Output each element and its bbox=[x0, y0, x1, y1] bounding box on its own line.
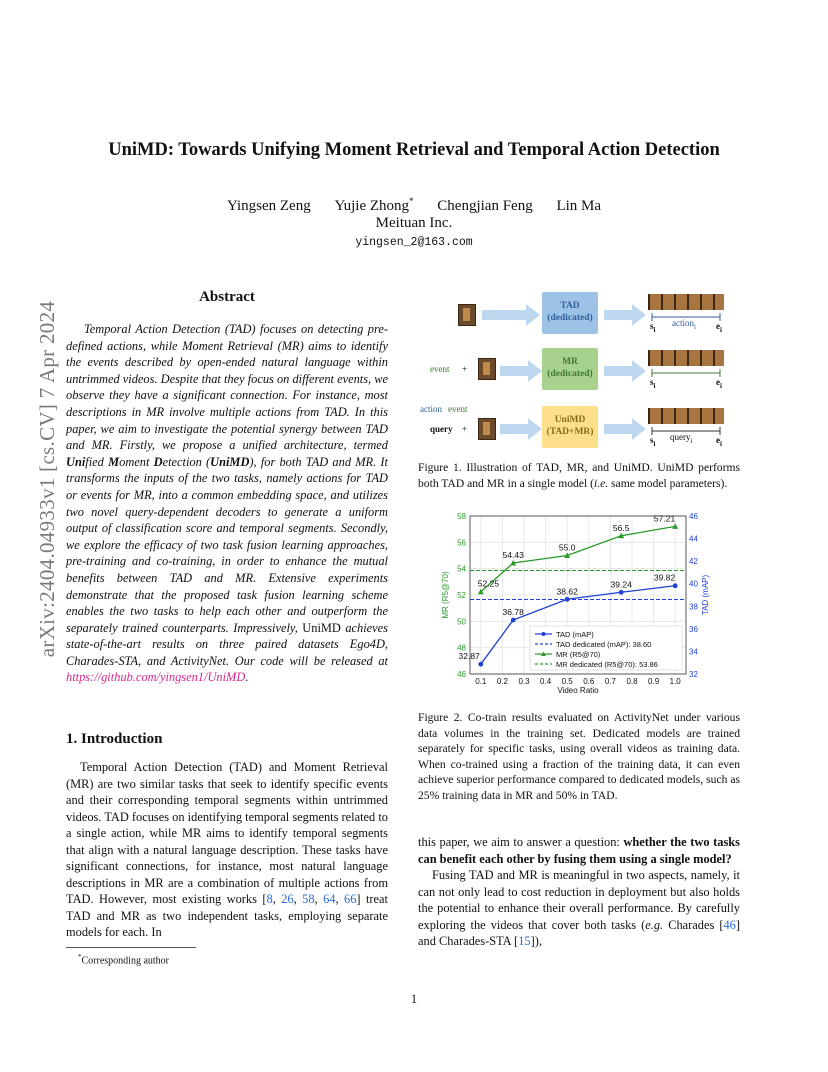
x-tick-label: 0.3 bbox=[518, 677, 530, 686]
legend-marker bbox=[542, 632, 546, 636]
footnote-rule bbox=[66, 947, 196, 948]
y-right-tick-label: 44 bbox=[689, 534, 698, 544]
y-right-tick-label: 42 bbox=[689, 557, 698, 567]
figure-2-chart bbox=[418, 508, 748, 704]
event-label: event bbox=[430, 364, 450, 374]
video-strip bbox=[648, 350, 724, 366]
data-label: 36.78 bbox=[502, 607, 524, 618]
tad-box: TAD (dedicated) bbox=[542, 292, 598, 334]
author-name: Yingsen Zeng bbox=[226, 198, 311, 214]
y-left-tick-label: 50 bbox=[457, 617, 466, 627]
end-label: $e_i$ bbox=[716, 377, 722, 390]
y-right-tick-label: 36 bbox=[689, 624, 698, 634]
figure-1-caption: Figure 1. Illustration of TAD, MR, and UniMD. UniMD performs both TAD and MR in a single model (i.e. same model parameters). bbox=[418, 461, 740, 490]
citation-link[interactable]: 15 bbox=[518, 934, 531, 948]
y-left-tick-label: 46 bbox=[457, 670, 466, 679]
y-right-tick-label: 34 bbox=[689, 647, 698, 657]
abstract-heading: Abstract bbox=[199, 289, 255, 305]
y-right-tick-label: 38 bbox=[689, 602, 698, 612]
data-label: 56.5 bbox=[612, 522, 630, 533]
y-right-axis-label: TAD (mAP) bbox=[701, 574, 710, 616]
right-column-text: this paper, we aim to answer a question: whether the two tasks can benefit each other by fusing them using a single model? Fusing TAD and MR is meaningful in two aspects, namely, it can not only lead to cost reduction in deployment but also holds the potential to enhance their overall performance. By carefully exploring the videos that cover both tasks (e.g. Charades [46] and Charades-STA [15]), bbox=[418, 835, 740, 948]
data-label: 39.82 bbox=[653, 572, 676, 583]
video-frame-icon bbox=[478, 418, 496, 440]
query-output-label: query$_i$ bbox=[670, 432, 693, 445]
mr-box: MR (dedicated) bbox=[542, 348, 598, 390]
legend-label: MR (R5@70) bbox=[556, 650, 601, 659]
paper-title: UniMD: Towards Unifying Moment Retrieval and Temporal Action Detection bbox=[108, 140, 720, 160]
y-right-tick-label: 32 bbox=[689, 670, 698, 679]
arrow-right-icon bbox=[500, 418, 544, 440]
x-tick-label: 0.8 bbox=[626, 677, 638, 686]
data-point bbox=[619, 590, 624, 595]
x-tick-label: 0.6 bbox=[583, 677, 595, 686]
video-frame-icon bbox=[478, 358, 496, 380]
arrow-right-icon bbox=[604, 418, 648, 440]
data-label: 38.62 bbox=[556, 586, 578, 597]
data-label: 39.24 bbox=[610, 579, 632, 590]
video-strip bbox=[648, 294, 724, 310]
y-right-tick-label: 46 bbox=[689, 512, 698, 521]
data-label: 32.87 bbox=[458, 651, 480, 662]
end-label: $e_i$ bbox=[716, 321, 722, 334]
x-tick-label: 1.0 bbox=[669, 677, 681, 686]
arrow-right-icon bbox=[482, 304, 542, 326]
y-left-axis-label: MR (R5@70) bbox=[441, 571, 450, 619]
start-label: $s_i$ bbox=[650, 377, 656, 390]
author-name: Lin Ma bbox=[556, 198, 602, 214]
data-point bbox=[565, 597, 570, 602]
query-label: query bbox=[430, 424, 453, 434]
event-label: event bbox=[448, 404, 468, 414]
citation-link[interactable]: 26 bbox=[281, 892, 294, 906]
x-tick-label: 0.1 bbox=[475, 677, 487, 686]
data-label: 54.43 bbox=[502, 550, 524, 561]
data-label: 57.21 bbox=[653, 513, 676, 524]
y-left-tick-label: 48 bbox=[457, 643, 466, 653]
x-axis-label: Video Ratio bbox=[557, 686, 599, 695]
citation-link[interactable]: 46 bbox=[723, 917, 736, 932]
legend-label: MR dedicated (R5@70): 53.86 bbox=[556, 660, 658, 669]
citation-link[interactable]: 64 bbox=[323, 892, 336, 906]
arrow-right-icon bbox=[500, 360, 544, 382]
y-left-tick-label: 54 bbox=[457, 564, 466, 574]
section-heading: 1. Introduction bbox=[66, 731, 163, 747]
affiliation: Meituan Inc. bbox=[375, 215, 453, 231]
data-label: 55.0 bbox=[558, 542, 576, 553]
arxiv-stamp: arXiv:2404.04933v1 [cs.CV] 7 Apr 2024 bbox=[35, 300, 59, 658]
corresponding-mark: * bbox=[409, 196, 414, 206]
plus-sign: + bbox=[462, 424, 468, 434]
y-left-tick-label: 58 bbox=[457, 512, 466, 521]
video-strip bbox=[648, 408, 724, 424]
figure-1 bbox=[418, 290, 748, 450]
action-label: action$_i$ bbox=[672, 318, 696, 331]
abstract-body: Temporal Action Detection (TAD) focuses on detecting pre-defined actions, while Moment Retrieval (MR) aims to identify the events described by open-ended natural language within untrimmed videos. Despite that they focus on different events, we observe they have a significant connection. For instance, most descriptions in MR involve multiple actions from TAD. In this paper, we aim to investigate the potential synergy between TAD and MR. Firstly, we propose a unified architecture, termed Unified Moment Detection (UniMD), for both TAD and MR. It transforms the inputs of the two tasks, namely actions for TAD or events for MR, into a common embedding space, and utilizes two novel query-dependent decoders to generate a uniform output of classification score and temporal segments. Secondly, we explore the efficacy of two task fusion learning approaches, pre-training and co-training, in order to enhance the mutual benefits between TAD and MR. Extensive experiments demonstrate that the proposed task fusion learning scheme enables the two tasks to help each other and outperform the separately trained counterparts. Impressively, UniMD achieves state-of-the-art results on three paired datasets Ego4D, Charades-STA, and ActivityNet. Our code will be released at https://github.com/yingsen1/UniMD. bbox=[66, 322, 388, 685]
end-label: $e_i$ bbox=[716, 435, 722, 448]
arrow-right-icon bbox=[604, 360, 648, 382]
page-number: 1 bbox=[410, 992, 418, 1006]
legend-label: TAD dedicated (mAP): 38.60 bbox=[556, 640, 652, 649]
code-link[interactable]: https://github.com/yingsen1/UniMD bbox=[66, 670, 246, 685]
intro-body: Temporal Action Detection (TAD) and Moment Retrieval (MR) are two similar tasks that seek to identify specific events and their corresponding temporal segments within untrimmed videos. TAD focuses on identifying temporal segments related to a single action, while MR aims to identify temporal segments that align with a natural language description. These tasks have significant connections, for instance, most natural language descriptions in MR are a combination of multiple actions from TAD. However, most existing works [8, 26, 58, 64, 66] treat TAD and MR as two independent tasks, employing separate models for each. In bbox=[66, 760, 388, 939]
data-point bbox=[478, 662, 483, 667]
citation-link[interactable]: 58 bbox=[302, 892, 315, 906]
citation-link[interactable]: 66 bbox=[344, 892, 357, 906]
video-frame-icon bbox=[458, 304, 476, 326]
unimd-box: UniMD (TAD+MR) bbox=[542, 406, 598, 448]
x-tick-label: 0.7 bbox=[604, 677, 616, 686]
arrow-right-icon bbox=[604, 304, 648, 326]
data-point bbox=[511, 618, 516, 623]
email: yingsen_2@163.com bbox=[355, 236, 473, 249]
action-label: action bbox=[420, 404, 442, 414]
legend-label: TAD (mAP) bbox=[556, 630, 594, 639]
y-left-tick-label: 52 bbox=[457, 591, 466, 600]
author-list bbox=[0, 196, 828, 215]
y-right-tick-label: 40 bbox=[689, 579, 698, 589]
footnote: *Corresponding author bbox=[78, 953, 169, 967]
x-tick-label: 0.2 bbox=[496, 677, 508, 686]
author-name: Chengjian Feng bbox=[437, 198, 533, 214]
citation-link[interactable]: 8 bbox=[266, 892, 273, 906]
data-point bbox=[673, 583, 678, 588]
x-tick-label: 0.4 bbox=[540, 677, 552, 686]
author-name: Yujie Zhong* bbox=[334, 196, 414, 214]
start-label: $s_i$ bbox=[650, 435, 656, 448]
data-label: 52.25 bbox=[477, 578, 500, 589]
x-tick-label: 0.5 bbox=[561, 677, 573, 686]
figure-2-caption: Figure 2. Co-train results evaluated on ActivityNet under various data volumes in the training set. Dedicated models are trained separately for specific tasks, using overall videos as training data. When co-trained using a fraction of the training data, it can even achieve superior performance compared to dedicated models, such as 25% training data in MR and 50% in TAD. bbox=[418, 711, 740, 802]
y-left-tick-label: 56 bbox=[457, 538, 466, 548]
x-tick-label: 0.9 bbox=[648, 677, 660, 686]
start-label: $s_i$ bbox=[650, 321, 656, 334]
plus-sign: + bbox=[462, 364, 468, 374]
